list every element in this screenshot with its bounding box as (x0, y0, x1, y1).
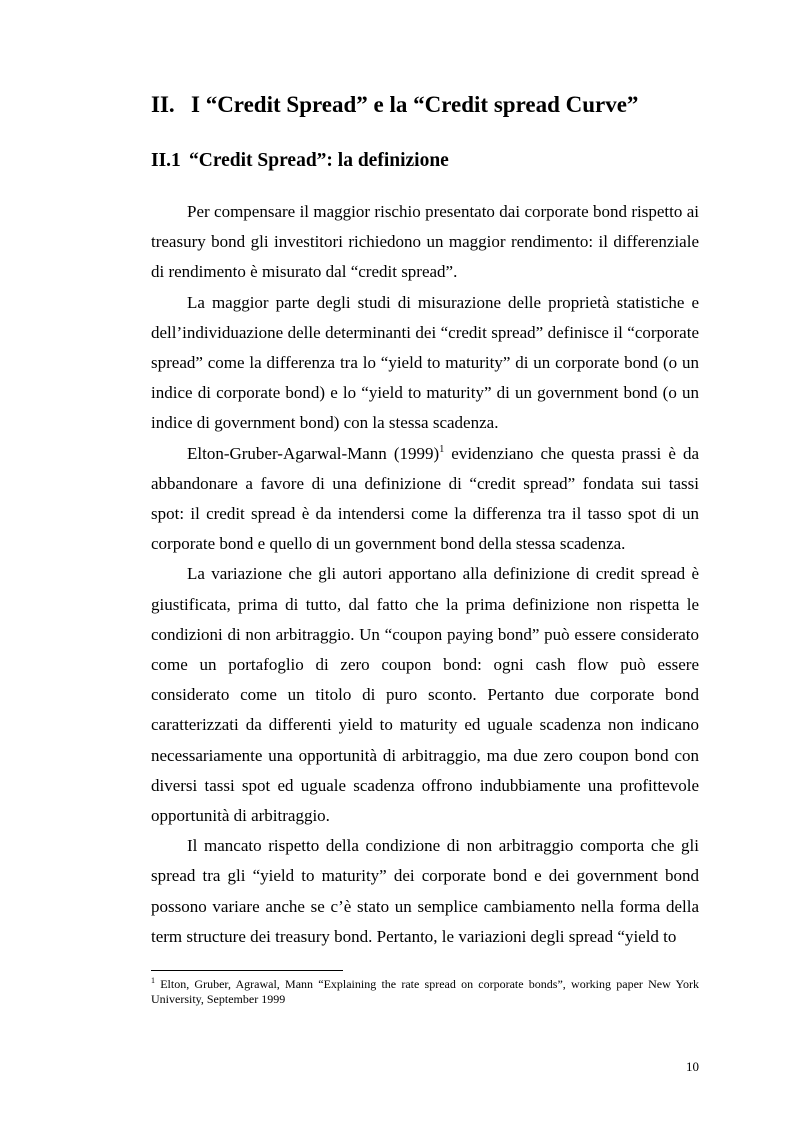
footnote-marker: 1 (151, 976, 155, 985)
footnote-reference[interactable]: 1 (439, 443, 445, 455)
paragraph-3 (151, 439, 699, 560)
footnote (151, 977, 699, 1007)
footnote-text: Elton, Gruber, Agrawal, Mann “Explaining the rate spread on corporate bonds”, working paper New York University, September 1999 (151, 977, 699, 1006)
paragraph-4: La variazione che gli autori apportano alla definizione di credit spread è giustificata, prima di tutto, dal fatto che la prima definizione non rispetta le condizioni di non arbitraggio. Un “coupon paying bond” può essere considerato come un portafoglio di zero coupon bond: ogni cash flow può essere considerato come un titolo di puro sconto. Pertanto due corporate bond caratterizzati da differenti yield to maturity ed uguale scadenza non indicano necessariamente una opportunità di arbitraggio, ma due zero coupon bond con diversi tassi spot ed uguale scadenza offrono indubbiamente una profittevole opportunità di arbitraggio. (151, 564, 699, 826)
section-title (151, 150, 711, 172)
section-number: II.1 (151, 150, 181, 171)
section-title-text: “Credit Spread”: la definizione (189, 150, 449, 171)
chapter-number: II. (151, 92, 175, 117)
page-number: 10 (686, 1059, 699, 1074)
paragraph-3-rest: evidenziano che questa prassi è da abbandonare a favore di una definizione di “credit spread” fondata sui tassi spot: il credit spread è da intendersi come la differenza tra il tasso spot di un corporate bond e quello di un government bond della stessa scadenza. (151, 443, 699, 554)
footnote-divider (151, 970, 343, 971)
paragraph-5: Il mancato rispetto della condizione di non arbitraggio comporta che gli spread tra gli “yield to maturity” dei corporate bond e dei government bond possono variare anche se c’è stato un semplice cambiamento nella forma della term structure dei treasury bond. Pertanto, le variazioni degli spread “yield to (151, 836, 699, 946)
body-text (151, 197, 699, 952)
chapter-title (151, 92, 711, 118)
paragraph-2: La maggior parte degli studi di misurazione delle proprietà statistiche e dell’individuazione delle determinanti dei “credit spread” definisce il “corporate spread” come la differenza tra lo “yield to maturity” di un corporate bond (o un indice di corporate bond) e lo “yield to maturity” di un government bond (o un indice di government bond) con la stessa scadenza. (151, 292, 699, 433)
paragraph-3-lead: Elton-Gruber-Agarwal-Mann (1999) (187, 443, 440, 463)
paragraph-1: Per compensare il maggior rischio presentato dai corporate bond rispetto ai treasury bond gli investitori richiedono un maggior rendimento: il differenziale di rendimento è misurato dal “credit spread”. (151, 202, 699, 282)
chapter-title-text: I “Credit Spread” e la “Credit spread Curve” (191, 92, 639, 117)
